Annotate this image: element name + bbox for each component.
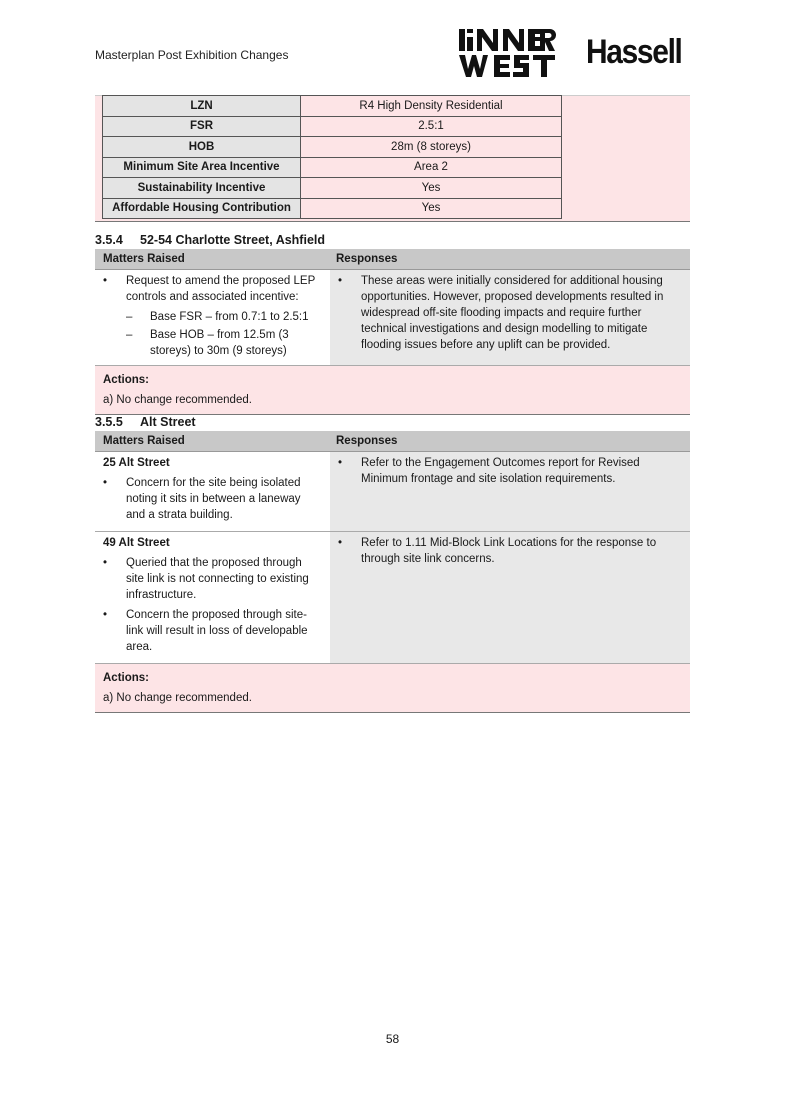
control-key: Affordable Housing Contribution — [103, 198, 301, 219]
control-key: HOB — [103, 137, 301, 158]
matter-text: Request to amend the proposed LEP controls and associated incentive: — [126, 275, 316, 303]
control-key: FSR — [103, 116, 301, 137]
matters-table-355 — [95, 431, 690, 713]
matter-sub: Base FSR – from 0.7:1 to 2.5:1 — [150, 311, 309, 323]
actions-label: Actions: — [103, 672, 149, 684]
response-text: Refer to the Engagement Outcomes report for Revised Minimum frontage and site isolation requirements. — [361, 457, 640, 485]
control-value: Area 2 — [301, 157, 562, 178]
dash-icon: – — [126, 329, 133, 341]
inner-west-logo — [458, 27, 556, 79]
responses-header: Responses — [336, 253, 398, 265]
control-value: Yes — [301, 178, 562, 199]
control-value: Yes — [301, 198, 562, 219]
bullet-icon: • — [103, 609, 108, 621]
bullet-icon: • — [338, 537, 343, 549]
matters-table-354 — [95, 249, 690, 415]
actions-label: Actions: — [103, 374, 149, 386]
section-heading-354 — [95, 233, 325, 247]
page-number: 58 — [385, 1032, 400, 1046]
table-row — [95, 270, 690, 365]
table-row — [95, 452, 690, 531]
control-key: LZN — [103, 96, 301, 117]
bullet-icon: • — [103, 275, 108, 287]
section-title: 52-54 Charlotte Street, Ashfield — [140, 233, 326, 247]
control-key: Minimum Site Area Incentive — [103, 157, 301, 178]
section-number: 3.5.4 — [95, 233, 123, 247]
response-text: These areas were initially considered for additional housing opportunities. However, proposed developments resulted in widespread off-site flooding impacts and require further technical investigations and design modelling to mitigate flooding issues before any uplift can be provided. — [361, 275, 664, 351]
control-value: 28m (8 storeys) — [301, 137, 562, 158]
row-title: 49 Alt Street — [103, 537, 170, 549]
table-header — [95, 249, 690, 270]
controls-table — [102, 95, 562, 219]
matters-header: Matters Raised — [103, 435, 185, 447]
control-key: Sustainability Incentive — [103, 178, 301, 199]
actions-text: a) No change recommended. — [103, 394, 252, 406]
matter-text: Queried that the proposed through site link is not connecting to existing infrastructure. — [126, 557, 309, 601]
bullet-icon: • — [338, 457, 343, 469]
table-row — [103, 137, 562, 158]
section-heading-355 — [95, 415, 196, 429]
table-row — [95, 531, 690, 663]
hassell-logo: Hassell — [586, 33, 682, 71]
table-row — [103, 96, 562, 117]
table-row — [103, 116, 562, 137]
responses-header: Responses — [336, 435, 398, 447]
matter-text: Concern the proposed through site-link will result in loss of developable area. — [126, 609, 308, 653]
row-title: 25 Alt Street — [103, 457, 170, 469]
table-row — [103, 178, 562, 199]
actions-box — [95, 663, 690, 713]
dash-icon: – — [126, 311, 133, 323]
table-row — [103, 198, 562, 219]
table-header — [95, 431, 690, 452]
section-number: 3.5.5 — [95, 415, 123, 429]
section-title: Alt Street — [140, 415, 196, 429]
page-header-title: Masterplan Post Exhibition Changes — [95, 48, 289, 62]
matter-sub: Base HOB – from 12.5m (3 storeys) to 30m (9 storeys) — [150, 329, 289, 357]
control-value: R4 High Density Residential — [301, 96, 562, 117]
bullet-icon: • — [103, 477, 108, 489]
control-value: 2.5:1 — [301, 116, 562, 137]
actions-text: a) No change recommended. — [103, 692, 252, 704]
bullet-icon: • — [338, 275, 343, 287]
response-text: Refer to 1.11 Mid-Block Link Locations for the response to through site link concerns. — [361, 537, 657, 565]
bullet-icon: • — [103, 557, 108, 569]
matter-text: Concern for the site being isolated noting it sits in between a laneway and a strata building. — [126, 477, 301, 521]
table-row — [103, 157, 562, 178]
matters-header: Matters Raised — [103, 253, 185, 265]
actions-box — [95, 365, 690, 415]
